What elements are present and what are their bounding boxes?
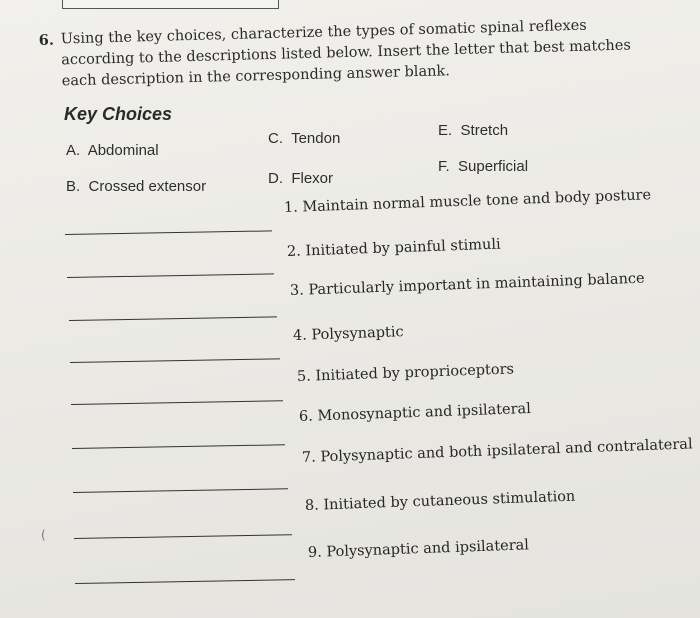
margin-mark: (: [41, 528, 46, 542]
description-7: 7. Polysynaptic and both ipsilateral and contralateral: [301, 436, 693, 466]
description-5: 5. Initiated by proprioceptors: [296, 361, 515, 385]
key-choice-f: [438, 158, 528, 175]
choice-label: Stretch: [460, 122, 509, 139]
description-6: 6. Monosynaptic and ipsilateral: [298, 400, 532, 425]
question-block: [38, 0, 660, 93]
choice-letter: E.: [438, 122, 453, 139]
answer-blank-9[interactable]: [75, 579, 295, 584]
choice-label: Abdominal: [87, 142, 159, 159]
choice-letter: D.: [268, 170, 283, 187]
answer-blank-7[interactable]: [73, 488, 288, 493]
key-choice-b: [66, 178, 206, 195]
description-2: 2. Initiated by painful stimuli: [286, 236, 501, 260]
choice-label: Superficial: [458, 158, 529, 175]
question-text: Using the key choices, characterize the types of somatic spinal reflexes according to the descriptions listed below. Insert the letter that best matches each description in the corresponding answer blank.: [60, 17, 632, 90]
choice-letter: B.: [66, 178, 81, 195]
key-choice-d: [268, 170, 333, 187]
answer-blank-3[interactable]: [69, 316, 277, 321]
answer-blank-4[interactable]: [70, 358, 280, 363]
answer-blank-1[interactable]: [65, 230, 272, 235]
question-number: 6.: [38, 31, 55, 49]
answer-blank-5[interactable]: [71, 400, 283, 405]
key-choice-e: [438, 122, 508, 139]
choice-letter: A.: [66, 142, 81, 159]
description-4: 4. Polysynaptic: [292, 324, 404, 344]
answer-blank-6[interactable]: [72, 444, 285, 449]
choice-letter: C.: [268, 130, 283, 147]
choice-letter: F.: [438, 158, 450, 175]
key-choices-title: Key Choices: [64, 104, 173, 124]
choice-label: Flexor: [291, 170, 334, 187]
choice-label: Crossed extensor: [88, 178, 207, 195]
choice-label: Tendon: [291, 130, 341, 147]
description-3: 3. Particularly important in maintaining balance: [289, 270, 645, 299]
answer-blank-8[interactable]: [74, 534, 292, 539]
key-choice-a: [66, 142, 159, 159]
answer-blank-2[interactable]: [67, 273, 274, 278]
description-9: 9. Polysynaptic and ipsilateral: [307, 537, 530, 561]
description-8: 8. Initiated by cutaneous stimulation: [304, 488, 576, 514]
key-choice-c: [268, 130, 340, 147]
description-1: 1. Maintain normal muscle tone and body posture: [283, 187, 652, 216]
